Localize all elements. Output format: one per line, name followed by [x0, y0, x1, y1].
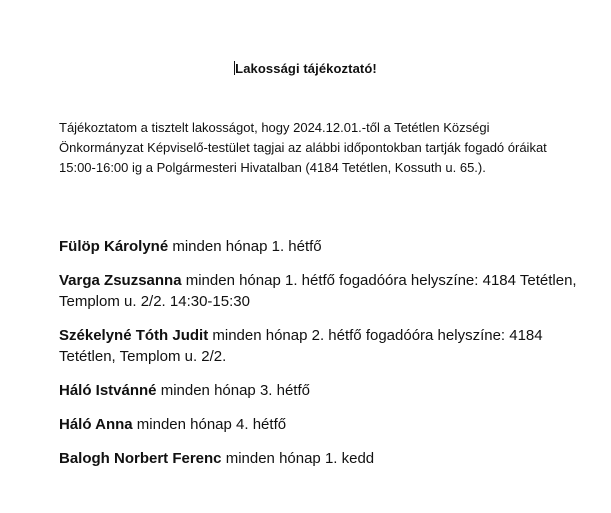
member-name: Fülöp Károlyné — [59, 238, 169, 255]
member-name: Varga Zsuzsanna — [59, 272, 182, 289]
member-schedule: minden hónap 4. hétfő — [132, 416, 287, 433]
schedule-entry — [59, 448, 579, 469]
intro-paragraph: Tájékoztatom a tisztelt lakosságot, hogy 2024.12.01.-től a Tetétlen Községi Önkormányzat Képviselő-testület tagjai az alábbi időpontokban tartják fogadó óráikat 15:00-16:00 ig a Polgármesteri Hivatalban (4184 Tetétlen, Kossuth u. 65.). — [59, 120, 547, 175]
schedule-entry — [59, 380, 579, 401]
schedule-entry — [59, 236, 579, 257]
member-name: Háló Anna — [59, 416, 133, 433]
member-schedule: minden hónap 1. hétfő fogadóóra helyszíne: 4184 Tetétlen, Templom u. 2/2. 14:30-15:30 — [59, 272, 577, 310]
member-schedule: minden hónap 1. hétfő — [168, 238, 322, 255]
document-title — [0, 61, 611, 76]
member-schedule: minden hónap 3. hétfő — [156, 382, 310, 399]
schedule-entry — [59, 325, 579, 367]
member-schedule: minden hónap 1. kedd — [221, 450, 375, 467]
member-name: Székelyné Tóth Judit — [59, 327, 209, 344]
schedule-list — [59, 236, 579, 482]
member-name: Balogh Norbert Ferenc — [59, 450, 222, 467]
member-name: Háló Istvánné — [59, 382, 157, 399]
schedule-entry — [59, 414, 579, 435]
member-schedule: minden hónap 2. hétfő fogadóóra helyszíne: 4184 Tetétlen, Templom u. 2/2. — [59, 327, 543, 365]
document-title-text: Lakossági tájékoztató! — [235, 61, 377, 76]
schedule-entry — [59, 270, 579, 312]
